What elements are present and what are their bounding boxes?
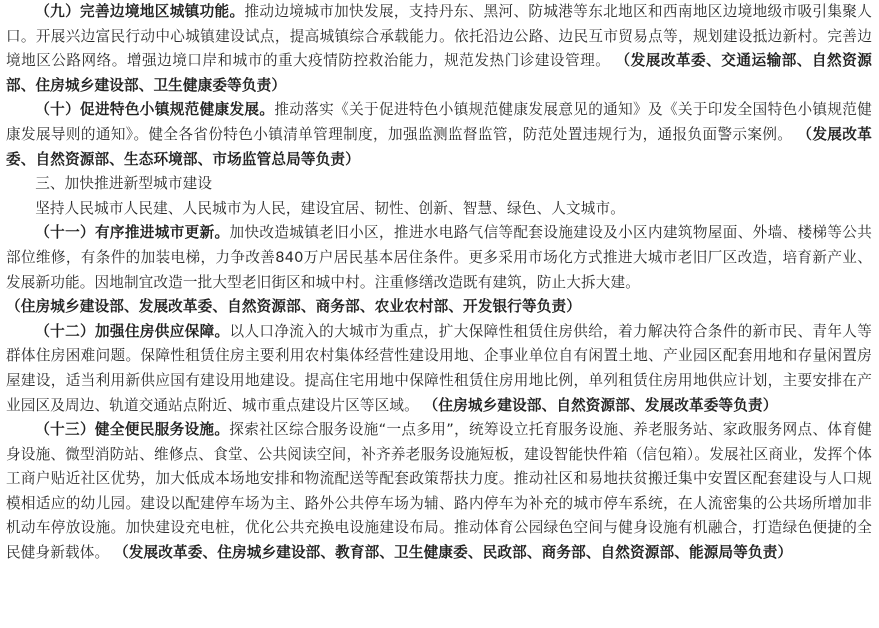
section-title: （十一）有序推进城市更新。 bbox=[35, 224, 230, 242]
section-body: 以人口净流入的大城市为重点，扩大保障性租赁住房供给，着力解决符合条件的新市民、青年人等群体住房困难问题。保障性租赁住房主要利用农村集体经营性建设用地、企事业单位自有闲置土地、产业园区配套用地和存量闲置房屋建设，适当利用新供应国有建设用地建设。提高住宅用地中保障性租赁住房用地比例，单列租赁住房用地供应计划，主要安排在产业园区及周边、轨道交通站点附近、城市重点建设片区等区域。 bbox=[6, 322, 872, 414]
chapter-intro: 坚持人民城市人民建、人民城市为人民，建设宜居、韧性、创新、智慧、绿色、人文城市。 bbox=[35, 199, 625, 217]
section-13 bbox=[6, 418, 872, 566]
section-body: 推动边境城市加快发展，支持丹东、黑河、防城港等东北地区和西南地区边境地级市吸引集聚人口。开展兴边富民行动中心城镇建设试点，提高城镇综合承载能力。依托沿边公路、边民互市贸易点等，规划建设抵边新村。完善边境地区公路网络。增强边境口岸和城市的重大疫情防控救治能力，规范发热门诊建设管理。 bbox=[6, 3, 872, 70]
chapter-heading: 三、加快推进新型城市建设 bbox=[35, 175, 213, 193]
section-title: （十二）加强住房供应保障。 bbox=[35, 322, 230, 340]
section-responsible: （发展改革委、交通运输部、自然资源部、住房城乡建设部、卫生健康委等负责） bbox=[6, 52, 872, 94]
section-title: （十）促进特色小镇规范健康发展。 bbox=[35, 101, 275, 119]
section-9 bbox=[6, 0, 872, 98]
section-responsible: （发展改革委、住房城乡建设部、教育部、卫生健康委、民政部、商务部、自然资源部、能源局等负责） bbox=[114, 544, 793, 562]
section-responsible: （住房城乡建设部、自然资源部、发展改革委等负责） bbox=[423, 396, 778, 414]
section-body: 探索社区综合服务设施“一点多用”，统筹设立托育服务设施、养老服务站、家政服务网点、体育健身设施、微型消防站、维修点、食堂、公共阅读空间，补齐养老服务设施短板，建设智能快件箱（信包箱）。发展社区商业，发挥个体工商户贴近社区优势，加大低成本场地安排和物流配送等配套政策帮扶力度。推动社区和易地扶贫搬迁集中安置区配套建设与人口规模相适应的幼儿园。建设以配建停车场为主、路外公共停车场为辅、路内停车为补充的城市停车系统，在人流密集的公共场所增加非机动车停放设施。加快建设充电桩，优化公共充换电设施建设布局。推动体育公园绿色空间与健身设施有机融合，打造绿色便捷的全民健身新载体。 bbox=[6, 421, 872, 562]
section-responsible: （发展改革委、自然资源部、生态环境部、市场监管总局等负责） bbox=[6, 125, 872, 168]
section-12 bbox=[6, 320, 872, 418]
section-body: 加快改造城镇老旧小区，推进水电路气信等配套设施建设及小区内建筑物屋面、外墙、楼梯等公共部位维修，有条件的加装电梯，力争改善840万户居民基本居住条件。更多采用市场化方式推进大城市老旧厂区改造，培育新产业、发展新功能。因地制宜改造一批大型老旧街区和城中村。注重修缮改造既有建筑，防止大拆大建。 bbox=[6, 224, 872, 291]
section-body: 推动落实《关于促进特色小镇规范健康发展意见的通知》及《关于印发全国特色小镇规范健康发展导则的通知》。健全各省份特色小镇清单管理制度，加强监测监督监管，防范处置违规行为，通报负面警示案例。 bbox=[6, 101, 872, 143]
section-11 bbox=[6, 221, 872, 319]
section-title: （九）完善边境地区城镇功能。 bbox=[35, 3, 245, 20]
document-body bbox=[6, 0, 872, 566]
section-responsible: （住房城乡建设部、发展改革委、自然资源部、商务部、农业农村部、开发银行等负责） bbox=[6, 298, 582, 316]
section-10 bbox=[6, 98, 872, 172]
section-title: （十三）健全便民服务设施。 bbox=[35, 421, 230, 439]
